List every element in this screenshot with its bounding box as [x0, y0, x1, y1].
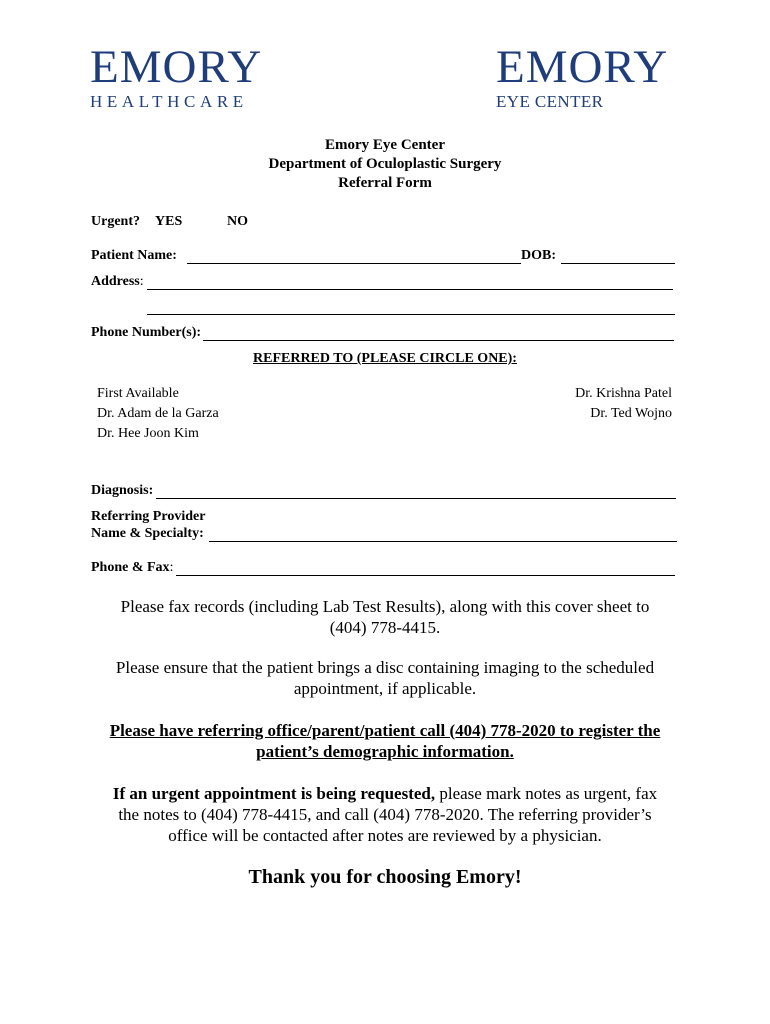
referring-provider-label: [91, 508, 205, 542]
disc-imaging-note: [40, 657, 730, 699]
patient-name-field[interactable]: [187, 263, 521, 264]
phone-fax-label: Phone & Fax: [91, 560, 170, 575]
phone-fax-field[interactable]: [176, 575, 675, 576]
register-note-line-2: patient’s demographic information.: [256, 742, 514, 761]
fax-records-note: [40, 596, 730, 638]
register-note: [40, 720, 730, 762]
form-header: [0, 136, 770, 193]
referring-provider-line-1: Referring Provider: [91, 509, 206, 524]
dob-label: DOB:: [521, 248, 556, 263]
referred-to-heading: REFERRED TO (PLEASE CIRCLE ONE):: [253, 351, 517, 366]
address-field-line-2[interactable]: [147, 314, 675, 315]
fax-note-line-2: (404) 778-4415.: [329, 618, 441, 637]
urgent-note-line-1: [40, 783, 730, 804]
thank-you-message: Thank you for choosing Emory!: [248, 866, 522, 888]
referred-left-list: [97, 384, 219, 444]
urgent-appointment-note: [40, 783, 730, 846]
fax-note-line-1: Please fax records (including Lab Test Results), along with this cover sheet to: [120, 597, 650, 616]
dob-field[interactable]: [561, 263, 675, 264]
doctor-option-patel[interactable]: Dr. Krishna Patel: [575, 386, 672, 401]
phone-fax-label-wrap: [91, 560, 173, 576]
referred-right-list: [500, 384, 672, 424]
doctor-option-first-available[interactable]: First Available: [97, 386, 179, 401]
logo-word-left: EMORY: [90, 41, 263, 93]
urgent-note-bold: If an urgent appointment is being requested,: [112, 784, 436, 803]
logo-sub-right: EYE CENTER: [496, 92, 604, 111]
diagnosis-field[interactable]: [156, 498, 676, 499]
header-line-2: Department of Oculoplastic Surgery: [268, 156, 502, 172]
diagnosis-label: Diagnosis:: [91, 483, 154, 498]
urgent-note-rest: please mark notes as urgent, fax: [435, 784, 658, 803]
doctor-option-garza[interactable]: Dr. Adam de la Garza: [97, 406, 219, 421]
header-line-3: Referral Form: [338, 175, 432, 191]
doctor-option-wojno[interactable]: Dr. Ted Wojno: [590, 406, 672, 421]
header-line-1: Emory Eye Center: [325, 137, 445, 153]
patient-name-label: Patient Name:: [91, 248, 177, 263]
disc-note-line-1: Please ensure that the patient brings a disc containing imaging to the scheduled: [115, 658, 655, 677]
phone-numbers-label: Phone Number(s):: [91, 325, 202, 340]
logo-sub-left: HEALTHCARE: [90, 92, 248, 111]
urgent-yes-option[interactable]: YES: [155, 214, 183, 229]
register-note-line-1: Please have referring office/parent/patient call (404) 778-2020 to register the: [109, 721, 661, 740]
address-colon: :: [139, 274, 144, 289]
phone-numbers-field[interactable]: [203, 340, 674, 341]
address-label: Address: [91, 274, 140, 289]
referring-provider-field[interactable]: [209, 541, 677, 542]
phone-fax-colon: :: [169, 560, 174, 575]
referring-provider-line-2: Name & Specialty:: [91, 526, 204, 541]
urgent-note-line-3: office will be contacted after notes are reviewed by a physician.: [168, 826, 602, 845]
urgent-note-line-2: the notes to (404) 778-4415, and call (404) 778-2020. The referring provider’s: [118, 805, 652, 824]
urgent-label: Urgent?: [91, 214, 140, 229]
doctor-option-kim[interactable]: Dr. Hee Joon Kim: [97, 426, 199, 441]
address-field-line-1[interactable]: [147, 289, 673, 290]
emory-healthcare-logo: [90, 41, 280, 111]
address-label-wrap: [91, 274, 144, 290]
logo-word-right: EMORY: [496, 41, 669, 93]
disc-note-line-2: appointment, if applicable.: [293, 679, 477, 698]
urgent-no-option[interactable]: NO: [227, 214, 248, 229]
emory-eye-center-logo: [496, 41, 686, 111]
